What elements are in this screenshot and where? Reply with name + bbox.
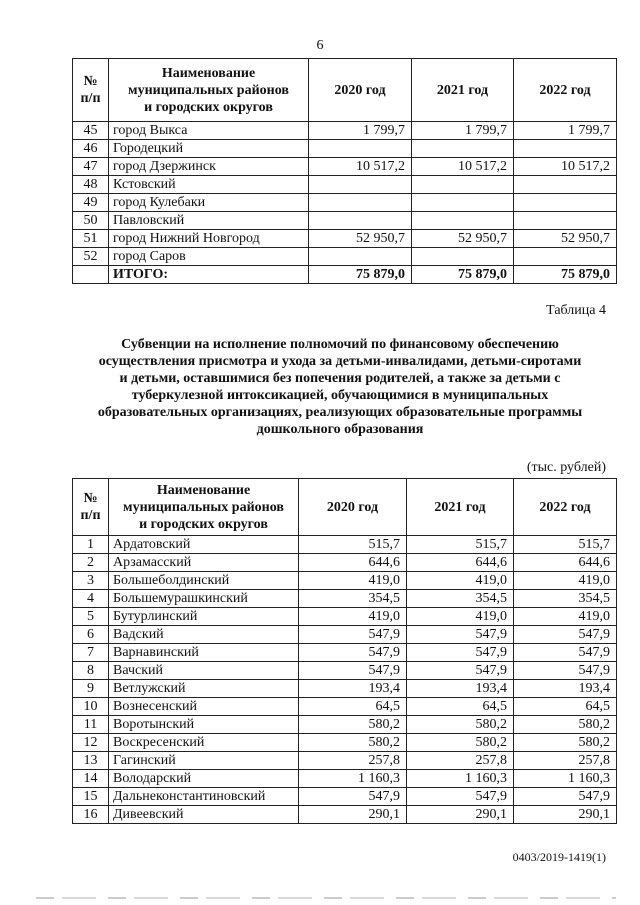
col-header-2021: 2021 год — [412, 59, 514, 122]
value-2022: 419,0 — [514, 608, 617, 626]
value-2022: 193,4 — [514, 680, 617, 698]
row-number: 1 — [73, 536, 109, 554]
value-2020: 515,7 — [299, 536, 407, 554]
table-row — [73, 230, 617, 248]
value-2021: 257,8 — [407, 752, 514, 770]
col-header-num: № п/п — [73, 479, 109, 536]
table-3 — [72, 58, 617, 284]
row-number: 16 — [73, 806, 109, 824]
table-4-label: Таблица 4 — [546, 303, 606, 318]
value-2020: 419,0 — [299, 572, 407, 590]
value-2020: 1 160,3 — [299, 770, 407, 788]
row-number: 51 — [73, 230, 109, 248]
value-2020: 580,2 — [299, 716, 407, 734]
total-2020: 75 879,0 — [309, 266, 412, 284]
row-number: 46 — [73, 140, 109, 158]
row-number: 8 — [73, 662, 109, 680]
table-row — [73, 140, 617, 158]
row-number: 45 — [73, 122, 109, 140]
value-2022 — [514, 194, 617, 212]
row-name: город Саров — [109, 248, 309, 266]
row-number: 47 — [73, 158, 109, 176]
table-row — [73, 752, 617, 770]
value-2021 — [412, 212, 514, 230]
table-4-title: Субвенции на исполнение полномочий по финансовому обеспечению осуществления присмотра и ухода за детьми-инвалидами, детьми-сиротами и детьми, оставшимися без попечения родителей, а также за детьми с туберкулезной интоксикацией, обучающимися в муниципальных образовательных организациях, реализующих образовательные программы дошкольного образования — [97, 337, 583, 437]
row-name: Ардатовский — [109, 536, 299, 554]
value-2020: 547,9 — [299, 662, 407, 680]
col-header-2020: 2020 год — [309, 59, 412, 122]
value-2021: 547,9 — [407, 644, 514, 662]
value-2022: 547,9 — [514, 662, 617, 680]
row-number: 14 — [73, 770, 109, 788]
table-row — [73, 716, 617, 734]
row-number: 52 — [73, 248, 109, 266]
col-header-2021: 2021 год — [407, 479, 514, 536]
table-row — [73, 590, 617, 608]
value-2022: 1 160,3 — [514, 770, 617, 788]
value-2021: 419,0 — [407, 608, 514, 626]
value-2021: 547,9 — [407, 788, 514, 806]
value-2022: 290,1 — [514, 806, 617, 824]
table-header-row — [73, 479, 617, 536]
table-row — [73, 788, 617, 806]
row-name: Володарский — [109, 770, 299, 788]
value-2021: 580,2 — [407, 716, 514, 734]
table-row — [73, 698, 617, 716]
row-number: 3 — [73, 572, 109, 590]
units-label: (тыс. рублей) — [526, 460, 606, 475]
table-row — [73, 770, 617, 788]
row-number: 49 — [73, 194, 109, 212]
value-2022: 547,9 — [514, 626, 617, 644]
value-2021: 1 799,7 — [412, 122, 514, 140]
row-name: Вачский — [109, 662, 299, 680]
table-row — [73, 176, 617, 194]
value-2020 — [309, 212, 412, 230]
value-2022: 64,5 — [514, 698, 617, 716]
page-number: 6 — [316, 38, 324, 53]
value-2020: 257,8 — [299, 752, 407, 770]
table-row — [73, 572, 617, 590]
value-2021: 1 160,3 — [407, 770, 514, 788]
value-2022 — [514, 212, 617, 230]
table-row — [73, 248, 617, 266]
row-name: Дальнеконстантиновский — [109, 788, 299, 806]
row-name: город Дзержинск — [109, 158, 309, 176]
row-name: город Выкса — [109, 122, 309, 140]
row-name: Вадский — [109, 626, 299, 644]
table-row — [73, 212, 617, 230]
document-code: 0403/2019-1419(1) — [512, 850, 606, 864]
table-row — [73, 806, 617, 824]
row-name: Бутурлинский — [109, 608, 299, 626]
total-label: ИТОГО: — [109, 266, 309, 284]
row-number: 48 — [73, 176, 109, 194]
row-number: 2 — [73, 554, 109, 572]
value-2020: 1 799,7 — [309, 122, 412, 140]
row-name: Арзамасский — [109, 554, 299, 572]
row-name: Городецкий — [109, 140, 309, 158]
value-2022 — [514, 248, 617, 266]
row-name: Вознесенский — [109, 698, 299, 716]
value-2021: 419,0 — [407, 572, 514, 590]
table-4 — [72, 478, 617, 824]
value-2022: 1 799,7 — [514, 122, 617, 140]
value-2022: 547,9 — [514, 788, 617, 806]
value-2020: 580,2 — [299, 734, 407, 752]
value-2020: 290,1 — [299, 806, 407, 824]
table-row — [73, 680, 617, 698]
row-name: Павловский — [109, 212, 309, 230]
value-2022: 515,7 — [514, 536, 617, 554]
value-2021: 547,9 — [407, 626, 514, 644]
value-2021: 515,7 — [407, 536, 514, 554]
row-name: город Кулебаки — [109, 194, 309, 212]
value-2022 — [514, 140, 617, 158]
value-2021 — [412, 140, 514, 158]
value-2020 — [309, 194, 412, 212]
row-number: 50 — [73, 212, 109, 230]
row-name: Гагинский — [109, 752, 299, 770]
col-header-name: Наименование муниципальных районов и городских округов — [109, 479, 299, 536]
table-header-row — [73, 59, 617, 122]
total-2022: 75 879,0 — [514, 266, 617, 284]
value-2022: 547,9 — [514, 644, 617, 662]
row-name: Кстовский — [109, 176, 309, 194]
col-header-2022: 2022 год — [514, 479, 617, 536]
value-2021 — [412, 176, 514, 194]
table-row — [73, 536, 617, 554]
value-2020: 52 950,7 — [309, 230, 412, 248]
value-2020: 419,0 — [299, 608, 407, 626]
table-row — [73, 194, 617, 212]
row-number: 12 — [73, 734, 109, 752]
total-2021: 75 879,0 — [412, 266, 514, 284]
table-row — [73, 554, 617, 572]
table-row — [73, 158, 617, 176]
value-2022: 644,6 — [514, 554, 617, 572]
table-row — [73, 644, 617, 662]
row-name: Варнавинский — [109, 644, 299, 662]
value-2022: 580,2 — [514, 734, 617, 752]
row-number: 6 — [73, 626, 109, 644]
value-2020 — [309, 248, 412, 266]
row-name: Дивеевский — [109, 806, 299, 824]
value-2022: 52 950,7 — [514, 230, 617, 248]
value-2020: 547,9 — [299, 626, 407, 644]
value-2022: 257,8 — [514, 752, 617, 770]
value-2020: 354,5 — [299, 590, 407, 608]
table-row — [73, 626, 617, 644]
row-number: 13 — [73, 752, 109, 770]
total-num-cell — [73, 266, 109, 284]
value-2021 — [412, 194, 514, 212]
value-2020: 547,9 — [299, 644, 407, 662]
table-row — [73, 734, 617, 752]
row-name: Ветлужский — [109, 680, 299, 698]
col-header-2020: 2020 год — [299, 479, 407, 536]
col-header-num: № п/п — [73, 59, 109, 122]
value-2021: 64,5 — [407, 698, 514, 716]
value-2020: 10 517,2 — [309, 158, 412, 176]
value-2020 — [309, 176, 412, 194]
table-row — [73, 608, 617, 626]
row-number: 15 — [73, 788, 109, 806]
col-header-2022: 2022 год — [514, 59, 617, 122]
value-2022: 10 517,2 — [514, 158, 617, 176]
value-2020: 64,5 — [299, 698, 407, 716]
value-2020: 644,6 — [299, 554, 407, 572]
row-number: 11 — [73, 716, 109, 734]
row-number: 5 — [73, 608, 109, 626]
table-row — [73, 122, 617, 140]
value-2021: 354,5 — [407, 590, 514, 608]
value-2021: 547,9 — [407, 662, 514, 680]
row-number: 4 — [73, 590, 109, 608]
value-2021: 10 517,2 — [412, 158, 514, 176]
value-2020: 547,9 — [299, 788, 407, 806]
row-name: Воротынский — [109, 716, 299, 734]
value-2021: 644,6 — [407, 554, 514, 572]
value-2020 — [309, 140, 412, 158]
value-2022: 419,0 — [514, 572, 617, 590]
row-name: Большеболдинский — [109, 572, 299, 590]
row-number: 9 — [73, 680, 109, 698]
total-row — [73, 266, 617, 284]
value-2021: 580,2 — [407, 734, 514, 752]
row-name: город Нижний Новгород — [109, 230, 309, 248]
row-name: Большемурашкинский — [109, 590, 299, 608]
value-2021: 52 950,7 — [412, 230, 514, 248]
row-number: 7 — [73, 644, 109, 662]
value-2021: 290,1 — [407, 806, 514, 824]
value-2022 — [514, 176, 617, 194]
scan-edge-artifact — [36, 897, 616, 899]
table-row — [73, 662, 617, 680]
value-2021 — [412, 248, 514, 266]
value-2022: 580,2 — [514, 716, 617, 734]
col-header-name: Наименование муниципальных районов и городских округов — [109, 59, 309, 122]
value-2022: 354,5 — [514, 590, 617, 608]
row-name: Воскресенский — [109, 734, 299, 752]
value-2020: 193,4 — [299, 680, 407, 698]
value-2021: 193,4 — [407, 680, 514, 698]
row-number: 10 — [73, 698, 109, 716]
